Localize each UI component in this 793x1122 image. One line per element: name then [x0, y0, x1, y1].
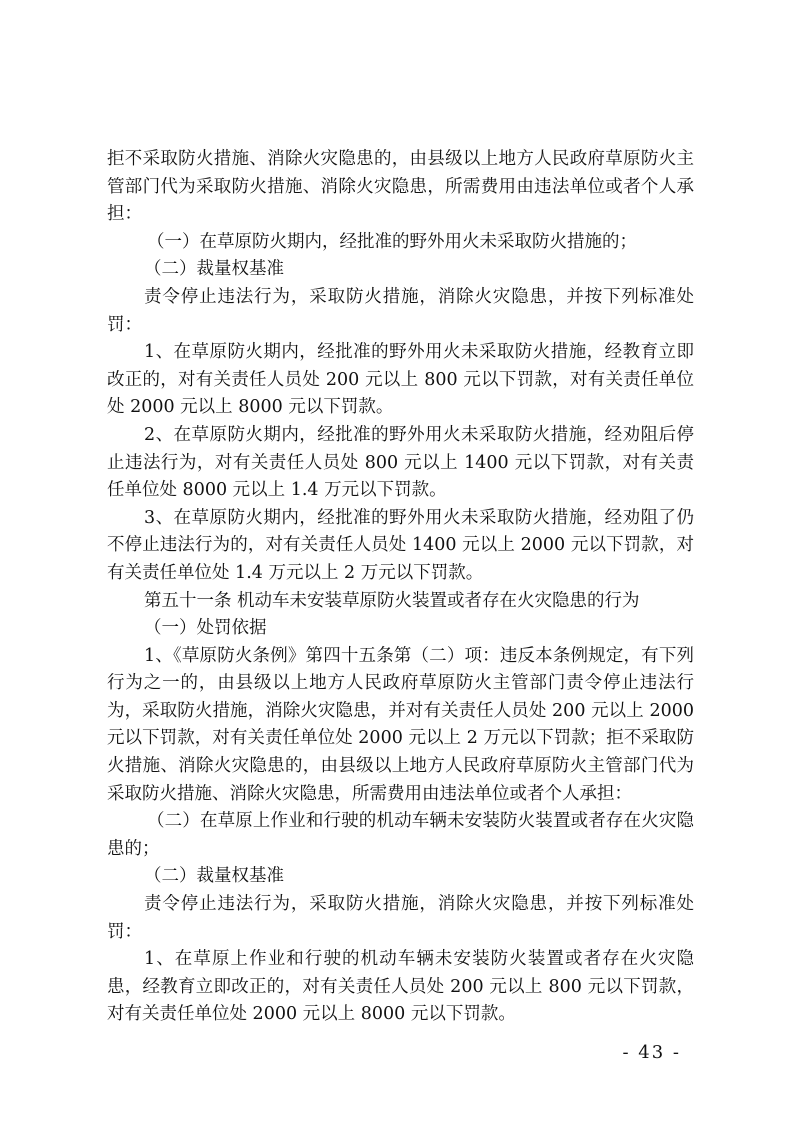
paragraph-14: 1、在草原上作业和行驶的机动车辆未安装防火装置或者存在火灾隐患，经教育立即改正的，对有关责任人员处 200 元以上 800 元以下罚款，对有关责任单位处 2000 元以上 8000 元以下罚款。	[107, 949, 694, 1025]
paragraph-11: （二）在草原上作业和行驶的机动车辆未安装防火装置或者存在火灾隐患的；	[107, 811, 694, 859]
document-body	[107, 146, 694, 1029]
paragraph-9: （一）处罚依据	[144, 618, 267, 639]
paragraph-2: （一）在草原防火期内，经批准的野外用火未采取防火措施的；	[147, 231, 637, 252]
paragraph-4: 责令停止违法行为，采取防火措施，消除火灾隐患，并按下列标准处罚：	[107, 286, 694, 335]
paragraph-3: （二）裁量权基准	[144, 259, 284, 280]
paragraph-1: 拒不采取防火措施、消除火灾隐患的，由县级以上地方人民政府草原防火主管部门代为采取防火措施、消除火灾隐患，所需费用由违法单位或者个人承担：	[107, 149, 694, 225]
paragraph-5: 1、在草原防火期内，经批准的野外用火未采取防火措施，经教育立即改正的，对有关责任人员处 200 元以上 800 元以下罚款，对有关责任单位处 2000 元以上 8000 元以下罚款。	[107, 342, 694, 418]
paragraph-6: 2、在草原防火期内，经批准的野外用火未采取防火措施，经劝阻后停止违法行为，对有关责任人员处 800 元以上 1400 元以下罚款，对有关责任单位处 8000 元以上 1.4 万元以下罚款。	[107, 424, 694, 501]
page-number: - 43 -	[622, 1042, 681, 1063]
paragraph-12: （二）裁量权基准	[144, 866, 284, 887]
article-heading: 第五十一条 机动车未安装草原防火装置或者存在火灾隐患的行为	[144, 590, 640, 611]
paragraph-13: 责令停止违法行为，采取防火措施，消除火灾隐患，并按下列标准处罚：	[107, 894, 694, 942]
paragraph-10: 1、《草原防火条例》第四十五条第（二）项：违反本条例规定，有下列行为之一的，由县级以上地方人民政府草原防火主管部门责令停止违法行为，采取防火措施，消除火灾隐患，并对有关责任人员处 200 元以上 2000 元以下罚款，对有关责任单位处 2000 元以上 2 万元以下罚款；拒不采取防火措施、消除火灾隐患的，由县级以上地方人民政府草原防火主管部门代为采取防火措施、消除火灾隐患，所需费用由违法单位或者个人承担：	[107, 645, 694, 804]
paragraph-7: 3、在草原防火期内，经批准的野外用火未采取防火措施，经劝阻了仍不停止违法行为的，对有关责任人员处 1400 元以上 2000 元以下罚款，对有关责任单位处 1.4 万元以上 2 万元以下罚款。	[107, 507, 694, 583]
